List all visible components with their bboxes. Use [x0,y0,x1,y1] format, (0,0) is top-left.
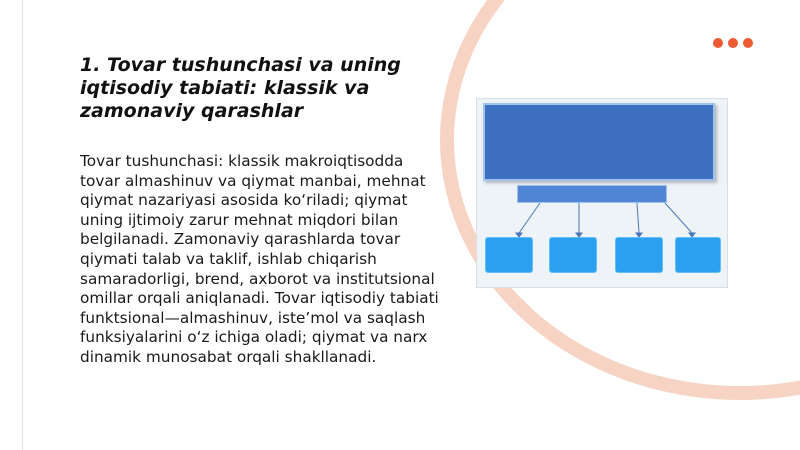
diagram-leaf-2 [549,237,597,273]
diagram-middle-box [517,185,667,203]
dot-3 [743,38,753,48]
connector-4 [665,203,692,233]
slide-body-text: Tovar tushunchasi: klassik makroiqtisodda tovar almashinuv va qiymat manbai, mehnat qiymat nazariyasi asosida ko‘riladi; qiymat uning ijtimoiy zarur mehnat miqdori bilan belgilanadi. Zamonaviy qarashlarda tovar qiymati talab va taklif, ishlab chiqarish samaradorligi, brend, axborot va institutsional omillar orqali aniqlanadi. Tovar iqtisodiy tabiati funktsional—almashinuv, iste’mol va saqlash funksiyalarini o‘z ichiga oladi; qiymat va narx dinamik munosabat orqali shakllanadi. [80,152,439,366]
diagram-leaf-4 [675,237,721,273]
decorative-dots [713,38,753,48]
connector-3 [637,203,639,233]
connector-1 [519,203,540,233]
dot-1 [713,38,723,48]
slide-title: 1. Tovar tushunchasi va uning iqtisodiy tabiati: klassik va zamonaviy qarashlar [80,54,401,122]
diagram-leaf-1 [485,237,533,273]
hierarchy-diagram-image [476,98,728,288]
dot-2 [728,38,738,48]
diagram-top-box [483,103,715,181]
slide-left-margin [0,0,23,450]
diagram-leaf-3 [615,237,663,273]
